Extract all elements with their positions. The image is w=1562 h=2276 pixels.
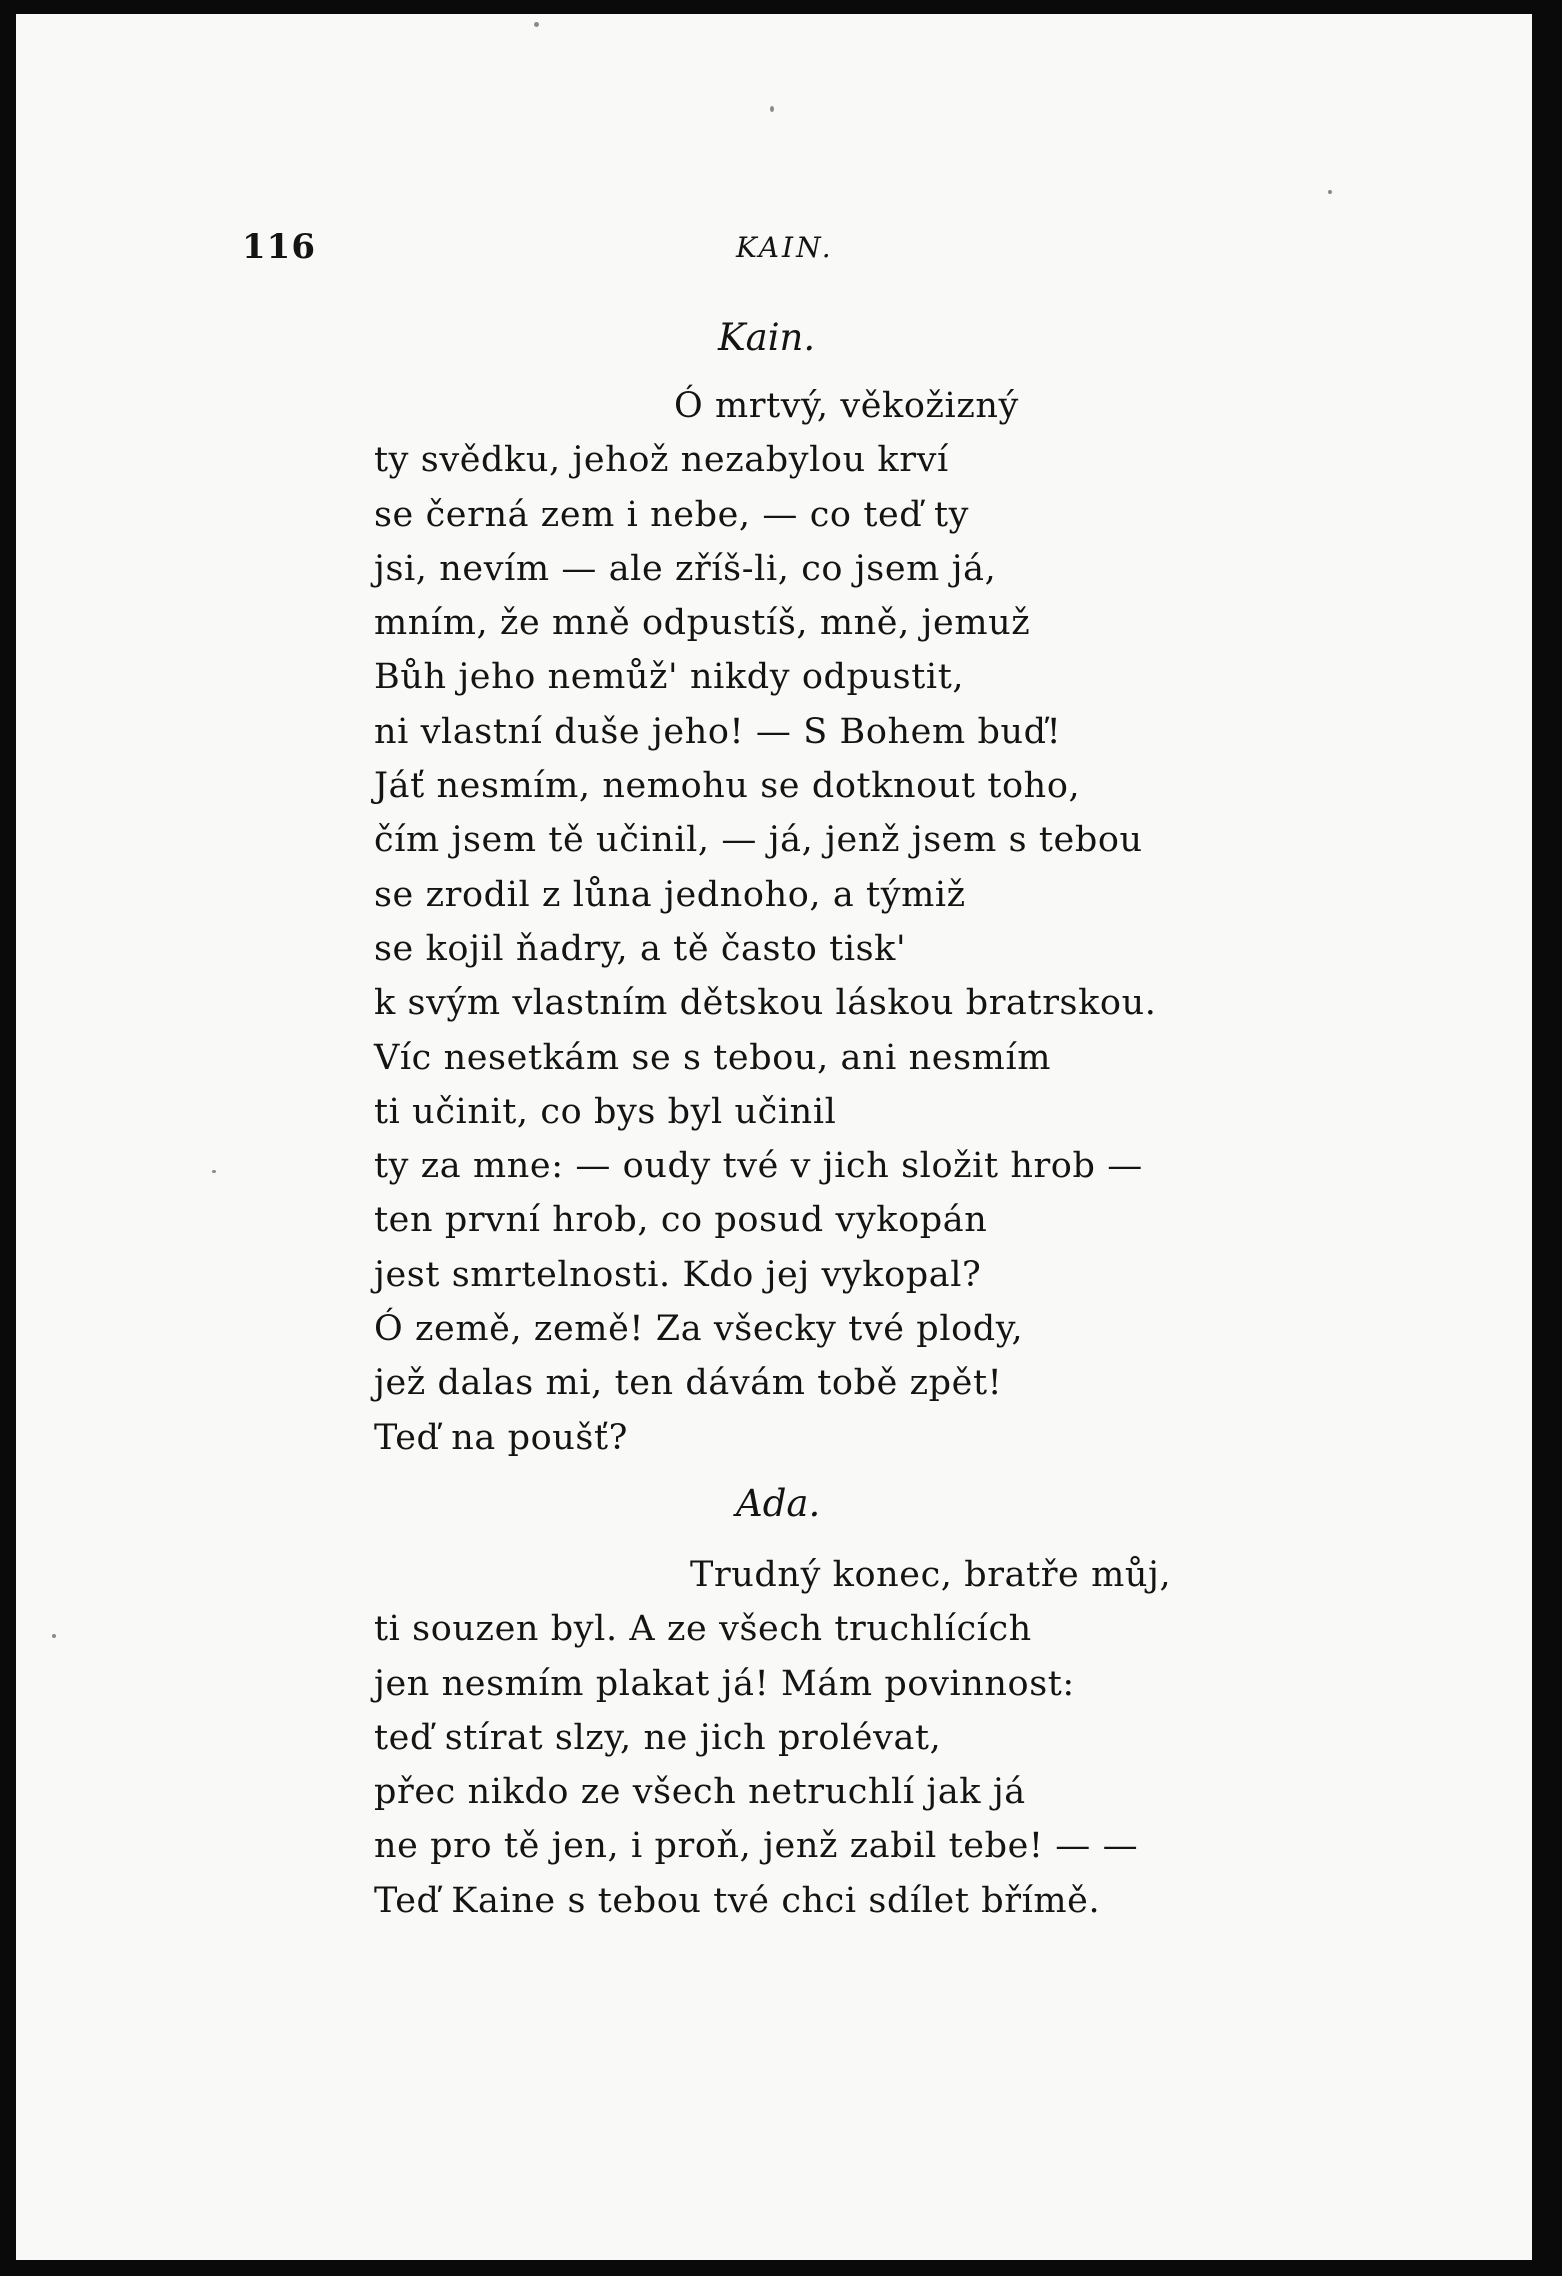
verse-line: Trudný konec, bratře můj,: [690, 1555, 1172, 1595]
kain-speech: [374, 379, 1156, 1465]
verse-line: jsi, nevím — ale zříš-li, co jsem já,: [374, 548, 997, 589]
verse-line: jen nesmím plakat já! Mám povinnost:: [374, 1663, 1075, 1704]
verse-line: se černá zem i nebe, — co teď ty: [374, 494, 970, 535]
verse-line: ten první hrob, co posud vykopán: [374, 1200, 988, 1241]
verse-line: Ó země, země! Za všecky tvé plody,: [374, 1309, 1024, 1350]
scan-speck: [52, 1634, 56, 1638]
verse-line: čím jsem tě učinil, — já, jenž jsem s tebou: [374, 820, 1143, 861]
verse-line: jest smrtelnosti. Kdo jej vykopal?: [374, 1254, 982, 1295]
verse-line: teď stírat slzy, ne jich prolévat,: [374, 1717, 942, 1758]
verse-line: ni vlastní duše jeho! — S Bohem buď!: [374, 711, 1062, 752]
verse-line: ty svědku, jehož nezabylou krví: [374, 440, 949, 481]
speaker-name-ada: Ada.: [736, 1482, 821, 1525]
scan-speck: [770, 106, 774, 112]
verse-line: Ó mrtvý, věkožizný: [674, 386, 1019, 426]
verse-line: mním, že mně odpustíš, mně, jemuž: [374, 603, 1031, 644]
verse-line: Víc nesetkám se s tebou, ani nesmím: [374, 1037, 1052, 1078]
ada-speech: [374, 1548, 1171, 1928]
page-number: 116: [242, 227, 316, 267]
verse-line: jež dalas mi, ten dávám tobě zpět!: [374, 1363, 1003, 1404]
speaker-name-kain: Kain.: [718, 316, 816, 359]
running-head: KAIN.: [736, 231, 834, 264]
verse-line: se kojil ňadry, a tě často tisk': [374, 928, 907, 969]
scan-speck: [534, 22, 539, 27]
verse-line: ti souzen byl. A ze všech truchlících: [374, 1609, 1032, 1650]
verse-line: ne pro tě jen, i proň, jenž zabil tebe! — —: [374, 1826, 1139, 1867]
verse-line: ty za mne: — oudy tvé v jich složit hrob —: [374, 1146, 1143, 1187]
verse-line: k svým vlastním dětskou láskou bratrskou.: [374, 983, 1157, 1024]
scan-speck: [1328, 190, 1332, 194]
verse-line: se zrodil z lůna jednoho, a týmiž: [374, 874, 966, 915]
verse-line: Jáť nesmím, nemohu se dotknout toho,: [374, 766, 1081, 807]
verse-line: ti učinit, co bys byl učinil: [374, 1091, 837, 1132]
verse-line: Teď Kaine s tebou tvé chci sdílet břímě.: [374, 1880, 1101, 1921]
book-page: [16, 14, 1532, 2260]
scan-speck: [212, 1170, 216, 1173]
verse-line: přec nikdo ze všech netruchlí jak já: [374, 1772, 1026, 1813]
verse-line: Bůh jeho nemůž' nikdy odpustit,: [374, 657, 965, 698]
verse-line: Teď na poušť?: [374, 1417, 629, 1458]
